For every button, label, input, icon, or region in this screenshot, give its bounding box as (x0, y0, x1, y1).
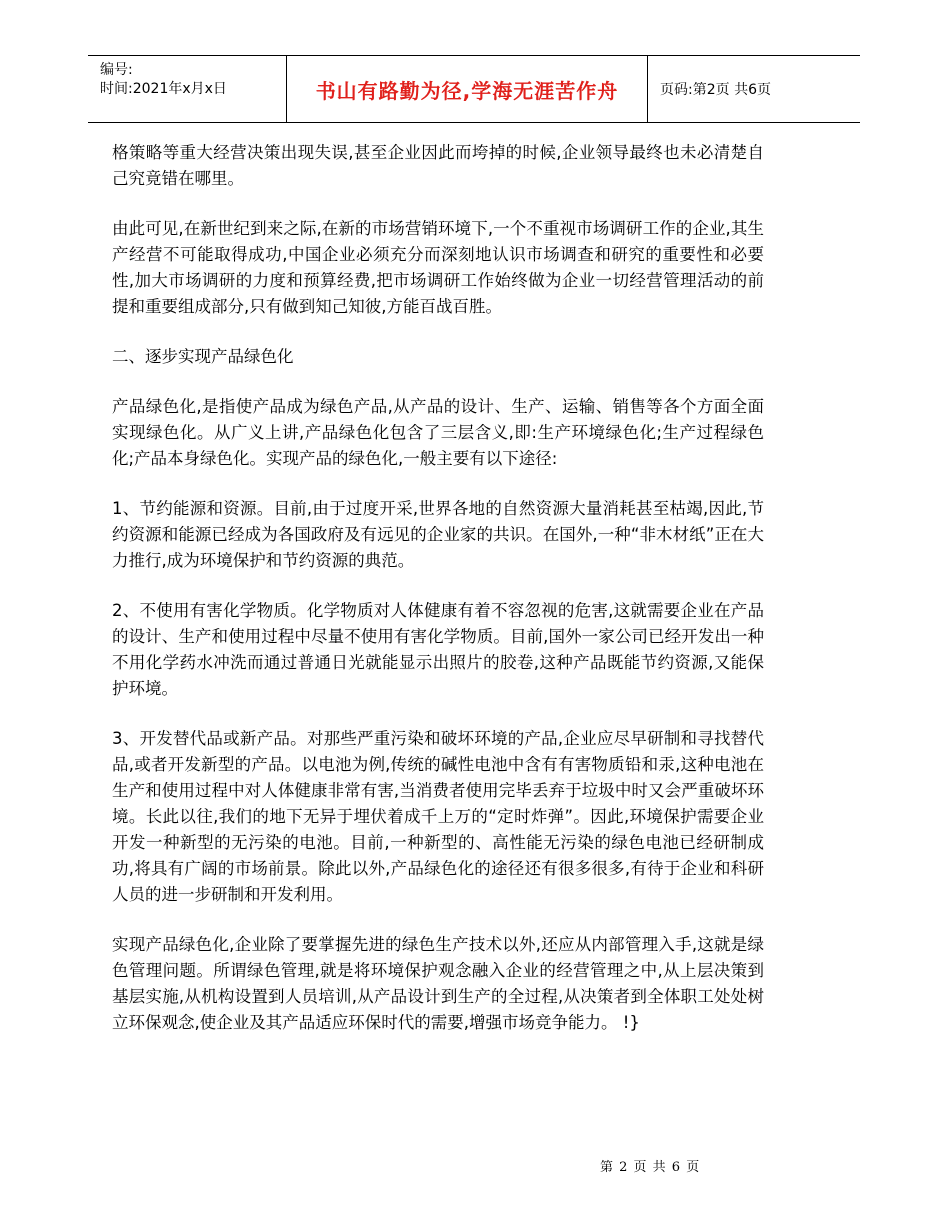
page-footer: 第 2 页 共 6 页 (600, 1160, 701, 1175)
serial-label: 编号: (100, 62, 133, 78)
paragraph-continuation: 格策略等重大经营决策出现失误,甚至企业因此而垮掉的时候,企业领导最终也未必清楚自己究竟错在哪里。 (112, 143, 764, 188)
header-page-number: 页码:第2页 共6页 (660, 82, 771, 98)
paragraph-point-1: 1、节约能源和资源。目前,由于过度开采,世界各地的自然资源大量消耗甚至枯竭,因此,节约资源和能源已经成为各国政府及有远见的企业家的共识。在国外,一种“非木材纸”正在大力推行,成为环境保护和节约资源的典范。 (112, 499, 764, 570)
header-meta (88, 56, 286, 122)
document-body (112, 140, 764, 1060)
header-motto: 书山有路勤为径,学海无涯苦作舟 (286, 56, 648, 122)
paragraph-conclusion: 由此可见,在新世纪到来之际,在新的市场营销环境下,一个不重视市场调研工作的企业,其生产经营不可能取得成功,中国企业必须充分而深刻地认识市场调查和研究的重要性和必要性,加大市场调研的力度和预算经费,把市场调研工作始终做为企业一切经营管理活动的前提和重要组成部分,只有做到知己知彼,方能百战百胜。 (112, 219, 764, 316)
paragraph-point-3: 3、开发替代品或新产品。对那些严重污染和破坏环境的产品,企业应尽早研制和寻找替代品,或者开发新型的产品。以电池为例,传统的碱性电池中含有有害物质铅和汞,这种电池在生产和使用过程中对人体健康非常有害,当消费者使用完毕丢弃于垃圾中时又会严重破坏环境。长此以往,我们的地下无异于埋伏着成千上万的“定时炸弹”。因此,环境保护需要企业开发一种新型的无污染的电池。目前,一种新型的、高性能无污染的绿色电池已经研制成功,将具有广阔的市场前景。除此以外,产品绿色化的途径还有很多很多,有待于企业和科研人员的进一步研制和开发利用。 (112, 729, 764, 904)
paragraph-intro: 产品绿色化,是指使产品成为绿色产品,从产品的设计、生产、运输、销售等各个方面全面实现绿色化。从广义上讲,产品绿色化包含了三层含义,即:生产环境绿色化;生产过程绿色化;产品本身绿色化。实现产品的绿色化,一般主要有以下途径: (112, 397, 764, 468)
paragraph-green-management: 实现产品绿色化,企业除了要掌握先进的绿色生产技术以外,还应从内部管理入手,这就是绿色管理问题。所谓绿色管理,就是将环境保护观念融入企业的经营管理之中,从上层决策到基层实施,从机构设置到人员培训,从产品设计到生产的全过程,从决策者到全体职工处处树立环保观念,使企业及其产品适应环保时代的需要,增强市场竞争能力。 !} (112, 935, 764, 1032)
time-label: 时间:2021年x月x日 (100, 81, 227, 97)
paragraph-point-2: 2、不使用有害化学物质。化学物质对人体健康有着不容忽视的危害,这就需要企业在产品的设计、生产和使用过程中尽量不使用有害化学物质。目前,国外一家公司已经开发出一种不用化学药水冲洗而通过普通日光就能显示出照片的胶卷,这种产品既能节约资源,又能保护环境。 (112, 601, 764, 698)
section-heading: 二、逐步实现产品绿色化 (112, 347, 294, 366)
page-header (88, 55, 860, 123)
